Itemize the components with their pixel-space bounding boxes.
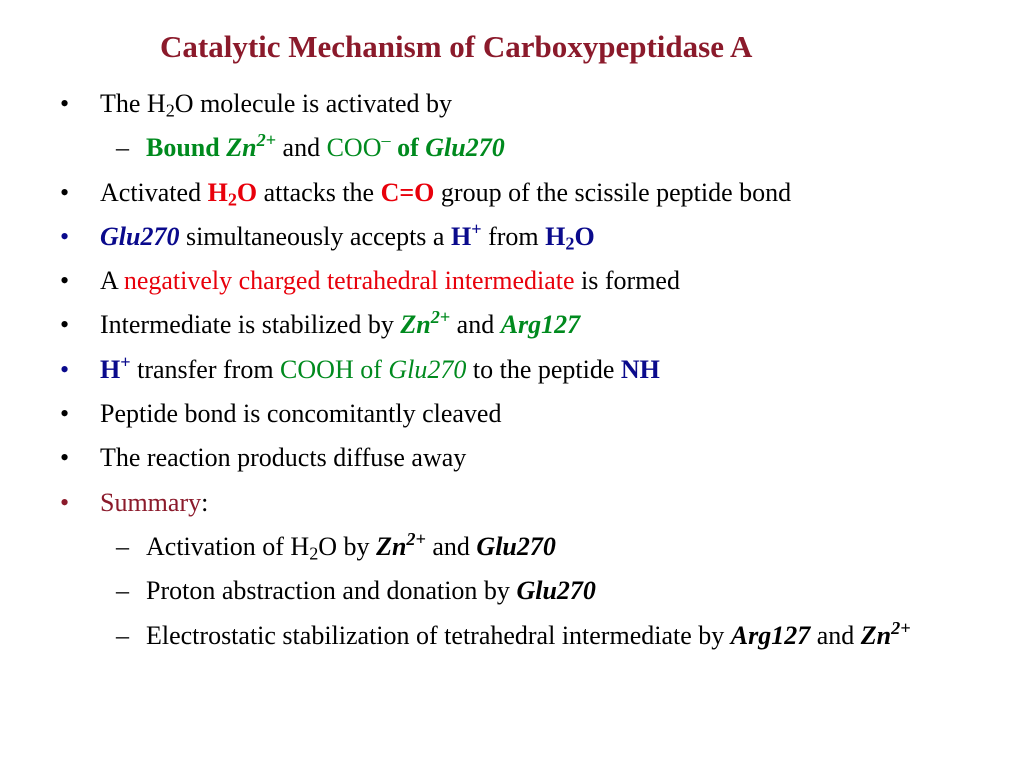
text-segment: 2+	[891, 617, 911, 638]
text-segment: Arg127	[730, 620, 811, 650]
bullet-text	[100, 266, 680, 295]
bullet-list	[56, 88, 956, 664]
text-segment: 2+	[256, 130, 277, 151]
text-segment: +	[471, 218, 482, 239]
text-segment: Summary	[100, 487, 202, 517]
text-segment: Glu270	[425, 133, 505, 163]
dash-marker: –	[116, 620, 129, 650]
dash-marker: –	[116, 531, 129, 561]
text-segment: and	[810, 620, 861, 650]
bullet-marker: •	[60, 221, 70, 251]
bullet-text	[100, 177, 792, 210]
sub-bullet-item	[56, 617, 956, 652]
bullet-text	[100, 351, 660, 384]
bullet-item	[56, 398, 956, 430]
bullet-text	[100, 307, 581, 340]
bullet-item	[56, 218, 956, 254]
bullet-text	[146, 130, 505, 163]
text-segment: O	[574, 221, 595, 251]
bullet-marker: •	[60, 89, 70, 118]
text-segment: H	[545, 221, 566, 251]
text-segment: O	[236, 177, 258, 207]
text-segment: H	[100, 354, 121, 384]
text-segment: Glu270	[388, 354, 467, 384]
text-segment: simultaneously accepts a	[179, 221, 451, 251]
bullet-text	[146, 617, 911, 650]
bullet-item	[56, 351, 956, 386]
text-segment: NH	[620, 354, 660, 384]
bullet-marker: •	[60, 310, 70, 340]
text-segment: COOH of	[280, 354, 389, 384]
text-segment: H	[450, 221, 472, 251]
dash-marker: –	[116, 133, 129, 163]
bullet-text	[146, 528, 556, 564]
text-segment: Activated	[100, 177, 208, 207]
text-segment: H	[207, 177, 228, 207]
bullet-marker: •	[60, 266, 70, 296]
text-segment: Proton abstraction and donation by	[146, 576, 517, 606]
text-segment: and	[276, 133, 327, 163]
bullet-item	[56, 487, 956, 519]
bullet-text	[100, 89, 453, 121]
bullet-text	[100, 443, 466, 472]
text-segment: group of the scissile peptide bond	[434, 177, 792, 207]
bullet-marker: •	[60, 399, 70, 429]
text-segment: 2+	[406, 528, 426, 549]
text-segment: is formed	[574, 266, 680, 296]
text-segment: 2	[565, 233, 575, 254]
bullet-item	[56, 88, 956, 120]
bullet-text	[100, 218, 595, 254]
bullet-item	[56, 442, 956, 474]
bullet-item	[56, 265, 956, 297]
text-segment: Bound	[146, 133, 227, 163]
text-segment: Arg127	[500, 310, 581, 340]
text-segment: and	[425, 531, 477, 561]
text-segment: Zn	[860, 620, 892, 650]
slide-title: Catalytic Mechanism of Carboxypeptidase A	[160, 29, 753, 64]
text-segment: Zn	[400, 310, 431, 340]
text-segment: +	[120, 351, 131, 372]
text-segment: from	[481, 221, 546, 251]
text-segment: to the peptide	[466, 354, 621, 384]
text-segment: O by	[318, 531, 377, 561]
bullet-text	[100, 488, 208, 517]
text-segment: Zn	[376, 531, 407, 561]
text-segment: attacks the	[257, 177, 381, 207]
text-segment: Electrostatic stabilization of tetrahedral intermediate by	[146, 620, 731, 650]
bullet-marker: •	[60, 177, 70, 207]
text-segment: negatively charged tetrahedral intermediate	[123, 266, 575, 296]
text-segment: Activation of H	[146, 531, 310, 561]
bullet-marker: •	[60, 354, 70, 384]
text-segment: Glu270	[516, 576, 596, 606]
text-segment: Zn	[226, 133, 257, 163]
text-segment: COO	[326, 133, 382, 163]
text-segment: Glu270	[476, 531, 556, 561]
text-segment: :	[201, 487, 209, 517]
text-segment: C=O	[380, 177, 435, 207]
text-segment: transfer from	[130, 354, 281, 384]
sub-bullet-item	[56, 575, 956, 607]
bullet-item	[56, 177, 956, 209]
text-segment: of	[390, 133, 426, 163]
text-segment: 2	[227, 189, 237, 210]
text-segment: The H	[100, 89, 166, 118]
text-segment: Glu270	[100, 221, 180, 251]
text-segment: 2	[309, 543, 319, 564]
text-segment: A	[100, 266, 124, 296]
text-segment: 2	[165, 100, 175, 121]
sub-bullet-item	[56, 528, 956, 564]
bullet-item	[56, 309, 956, 341]
text-segment: –	[381, 130, 391, 151]
text-segment: and	[450, 310, 501, 340]
bullet-text	[100, 399, 501, 428]
dash-marker: –	[116, 576, 129, 606]
sub-bullet-item	[56, 132, 956, 164]
bullet-text	[146, 576, 596, 605]
text-segment: Peptide bond is concomitantly cleaved	[100, 399, 502, 429]
text-segment: The reaction products diffuse away	[100, 443, 467, 473]
bullet-marker: •	[60, 487, 70, 517]
bullet-marker: •	[60, 443, 70, 473]
text-segment: 2+	[430, 307, 451, 328]
text-segment: O molecule is activated by	[174, 89, 453, 118]
text-segment: Intermediate is stabilized by	[100, 310, 401, 340]
